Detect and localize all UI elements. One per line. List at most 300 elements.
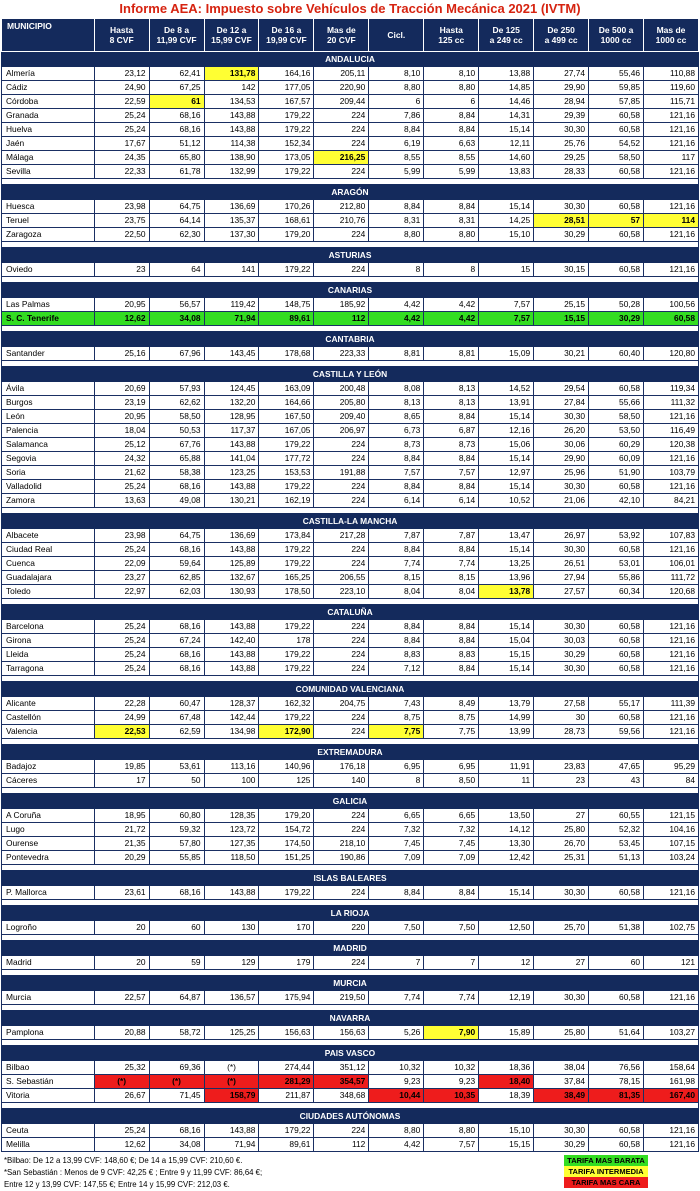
rate-cell: 30: [534, 711, 589, 725]
table-row: [2, 809, 699, 823]
rate-cell: 7,90: [424, 1026, 479, 1040]
rate-cell: 12,19: [479, 991, 534, 1005]
rate-cell: 121,16: [644, 109, 699, 123]
rate-cell: 12,62: [94, 312, 149, 326]
rate-cell: 29,54: [534, 382, 589, 396]
rate-cell: 60: [149, 921, 204, 935]
rate-cell: 60,58: [589, 1138, 644, 1152]
rate-cell: 224: [314, 634, 369, 648]
rate-cell: 158,64: [644, 1061, 699, 1075]
rate-cell: 7,75: [424, 725, 479, 739]
ivtm-table: [1, 18, 699, 1152]
rate-cell: 4,42: [424, 312, 479, 326]
municipality-cell: Ceuta: [2, 1124, 95, 1138]
rate-cell: 8,84: [424, 662, 479, 676]
rate-cell: 28,51: [534, 214, 589, 228]
rate-cell: 7,86: [369, 109, 424, 123]
rate-cell: 68,16: [149, 1124, 204, 1138]
rate-cell: 56,57: [149, 298, 204, 312]
table-row: [2, 886, 699, 900]
region-header-row: [2, 976, 699, 991]
region-name: NAVARRA: [2, 1011, 699, 1026]
rate-cell: 60,58: [589, 263, 644, 277]
rate-cell: 20,69: [94, 382, 149, 396]
rate-cell: 130: [204, 921, 259, 935]
rate-cell: 8,84: [424, 480, 479, 494]
rate-cell: 10,35: [424, 1089, 479, 1103]
rate-cell: 22,53: [94, 725, 149, 739]
rate-cell: 84,21: [644, 494, 699, 508]
rate-cell: 224: [314, 480, 369, 494]
table-row: [2, 1075, 699, 1089]
rate-cell: 29,39: [534, 109, 589, 123]
rate-cell: 116,49: [644, 424, 699, 438]
municipality-cell: Jaén: [2, 137, 95, 151]
rate-cell: 55,46: [589, 67, 644, 81]
municipality-cell: Zamora: [2, 494, 95, 508]
rate-cell: 64,14: [149, 214, 204, 228]
rate-cell: 67,76: [149, 438, 204, 452]
rate-cell: 179,22: [259, 886, 314, 900]
footnote-bilbao: *Bilbao: De 12 a 13,99 CVF: 148,60 €; De 14 a 15,99 CVF: 210,60 €.: [4, 1156, 243, 1165]
rate-cell: 11,91: [479, 760, 534, 774]
municipality-cell: Melilla: [2, 1138, 95, 1152]
rate-cell: 114,38: [204, 137, 259, 151]
table-row: [2, 466, 699, 480]
rate-cell: 26,70: [534, 837, 589, 851]
rate-cell: 107,15: [644, 837, 699, 851]
rate-cell: 8,49: [424, 697, 479, 711]
rate-cell: 51,90: [589, 466, 644, 480]
rate-cell: 125,25: [204, 1026, 259, 1040]
rate-cell: 8: [424, 263, 479, 277]
rate-cell: 125,89: [204, 557, 259, 571]
rate-cell: 28,33: [534, 165, 589, 179]
rate-cell: 8,80: [424, 1124, 479, 1138]
rate-cell: 179,20: [259, 809, 314, 823]
rate-cell: 30,30: [534, 620, 589, 634]
rate-cell: 136,69: [204, 529, 259, 543]
rate-cell: 351,12: [314, 1061, 369, 1075]
column-header: De 500 a 1000 cc: [589, 19, 644, 52]
rate-cell: 60,09: [589, 452, 644, 466]
color-legend: [564, 1155, 648, 1188]
rate-cell: 13,63: [94, 494, 149, 508]
table-row: [2, 662, 699, 676]
rate-cell: 138,90: [204, 151, 259, 165]
municipality-cell: Madrid: [2, 956, 95, 970]
table-row: [2, 529, 699, 543]
rate-cell: 58,50: [589, 410, 644, 424]
rate-cell: 12,42: [479, 851, 534, 865]
rate-cell: 26,51: [534, 557, 589, 571]
rate-cell: 59,32: [149, 823, 204, 837]
table-row: [2, 1124, 699, 1138]
rate-cell: 140,96: [259, 760, 314, 774]
rate-cell: 156,63: [259, 1026, 314, 1040]
rate-cell: 15,09: [479, 347, 534, 361]
rate-cell: 121,16: [644, 634, 699, 648]
rate-cell: 30,29: [534, 228, 589, 242]
rate-cell: 179,22: [259, 109, 314, 123]
rate-cell: 121,16: [644, 137, 699, 151]
rate-cell: 223,33: [314, 347, 369, 361]
rate-cell: 4,42: [369, 1138, 424, 1152]
rate-cell: 22,59: [94, 95, 149, 109]
rate-cell: 177,72: [259, 452, 314, 466]
region-header-row: [2, 52, 699, 67]
rate-cell: 121,16: [644, 725, 699, 739]
rate-cell: 60,47: [149, 697, 204, 711]
rate-cell: 119,34: [644, 382, 699, 396]
rate-cell: 8,84: [369, 620, 424, 634]
region-header-row: [2, 871, 699, 886]
table-row: [2, 109, 699, 123]
rate-cell: 7,74: [424, 991, 479, 1005]
rate-cell: 179: [259, 956, 314, 970]
rate-cell: 59,64: [149, 557, 204, 571]
rate-cell: 38,49: [534, 1089, 589, 1103]
municipality-cell: Santander: [2, 347, 95, 361]
rate-cell: 13,30: [479, 837, 534, 851]
rate-cell: 54,52: [589, 137, 644, 151]
rate-cell: 121,16: [644, 620, 699, 634]
table-row: [2, 228, 699, 242]
municipality-cell: S. Sebastián: [2, 1075, 95, 1089]
municipality-cell: Soria: [2, 466, 95, 480]
rate-cell: 15,15: [534, 312, 589, 326]
rate-cell: 100: [204, 774, 259, 788]
rate-cell: 8,84: [369, 886, 424, 900]
rate-cell: 22,57: [94, 991, 149, 1005]
region-header-row: [2, 941, 699, 956]
rate-cell: 6,14: [424, 494, 479, 508]
rate-cell: 162,19: [259, 494, 314, 508]
rate-cell: 15,14: [479, 886, 534, 900]
rate-cell: 30,30: [534, 123, 589, 137]
municipality-cell: Albacete: [2, 529, 95, 543]
column-header: MUNICIPIO: [2, 19, 95, 52]
rate-cell: 224: [314, 956, 369, 970]
rate-cell: 29,90: [534, 81, 589, 95]
region-header-row: [2, 1046, 699, 1061]
rate-cell: 142,44: [204, 711, 259, 725]
rate-cell: 12: [479, 956, 534, 970]
rate-cell: 158,79: [204, 1089, 259, 1103]
rate-cell: 148,75: [259, 298, 314, 312]
rate-cell: 179,22: [259, 557, 314, 571]
rate-cell: 51,38: [589, 921, 644, 935]
rate-cell: 121,16: [644, 648, 699, 662]
rate-cell: 8,15: [369, 571, 424, 585]
rate-cell: 20,95: [94, 410, 149, 424]
rate-cell: 7,32: [424, 823, 479, 837]
rate-cell: 60,58: [589, 634, 644, 648]
rate-cell: 30,30: [534, 662, 589, 676]
rate-cell: 224: [314, 648, 369, 662]
rate-cell: 15,14: [479, 200, 534, 214]
legend-expensive: TARIFA MAS CARA: [564, 1177, 648, 1188]
rate-cell: 152,34: [259, 137, 314, 151]
rate-cell: 8,84: [369, 200, 424, 214]
rate-cell: 18,36: [479, 1061, 534, 1075]
rate-cell: 30,30: [534, 1124, 589, 1138]
table-body: [2, 52, 699, 1152]
rate-cell: 68,16: [149, 109, 204, 123]
rate-cell: 29,25: [534, 151, 589, 165]
rate-cell: 57,80: [149, 837, 204, 851]
rate-cell: 224: [314, 438, 369, 452]
rate-cell: 49,08: [149, 494, 204, 508]
rate-cell: 21,35: [94, 837, 149, 851]
rate-cell: 224: [314, 886, 369, 900]
rate-cell: 8,13: [369, 396, 424, 410]
rate-cell: 8,80: [424, 228, 479, 242]
municipality-cell: A Coruña: [2, 809, 95, 823]
column-header: De 8 a 11,99 CVF: [149, 19, 204, 52]
rate-cell: 12,16: [479, 424, 534, 438]
rate-cell: 8,81: [424, 347, 479, 361]
rate-cell: 24,32: [94, 452, 149, 466]
rate-cell: 53,50: [589, 424, 644, 438]
rate-cell: 161,98: [644, 1075, 699, 1089]
rate-cell: 177,05: [259, 81, 314, 95]
rate-cell: 153,53: [259, 466, 314, 480]
rate-cell: 173,84: [259, 529, 314, 543]
rate-cell: 132,99: [204, 165, 259, 179]
rate-cell: 224: [314, 263, 369, 277]
municipality-cell: Cádiz: [2, 81, 95, 95]
region-name: CANARIAS: [2, 283, 699, 298]
rate-cell: 8,84: [424, 634, 479, 648]
rate-cell: 219,50: [314, 991, 369, 1005]
table-row: [2, 67, 699, 81]
rate-cell: 6,19: [369, 137, 424, 151]
region-header-row: [2, 332, 699, 347]
rate-cell: 27: [534, 956, 589, 970]
rate-cell: 53,61: [149, 760, 204, 774]
rate-cell: 68,16: [149, 886, 204, 900]
rate-cell: 8,84: [424, 543, 479, 557]
rate-cell: 78,15: [589, 1075, 644, 1089]
rate-cell: 15,14: [479, 410, 534, 424]
rate-cell: 23: [534, 774, 589, 788]
rate-cell: 67,96: [149, 347, 204, 361]
rate-cell: 136,69: [204, 200, 259, 214]
rate-cell: 143,88: [204, 648, 259, 662]
rate-cell: 7,45: [369, 837, 424, 851]
rate-cell: 7,50: [369, 921, 424, 935]
rate-cell: 107,83: [644, 529, 699, 543]
rate-cell: 170: [259, 921, 314, 935]
municipality-cell: Bilbao: [2, 1061, 95, 1075]
rate-cell: 124,45: [204, 382, 259, 396]
rate-cell: 224: [314, 725, 369, 739]
region-name: GALICIA: [2, 794, 699, 809]
rate-cell: 179,22: [259, 123, 314, 137]
rate-cell: 62,41: [149, 67, 204, 81]
municipality-cell: Vitoria: [2, 1089, 95, 1103]
table-row: [2, 151, 699, 165]
rate-cell: 4,42: [369, 312, 424, 326]
rate-cell: 7,57: [369, 466, 424, 480]
rate-cell: 7,32: [369, 823, 424, 837]
rate-cell: 117: [644, 151, 699, 165]
table-row: [2, 760, 699, 774]
municipality-cell: Huelva: [2, 123, 95, 137]
rate-cell: 6,87: [424, 424, 479, 438]
rate-cell: 71,94: [204, 1138, 259, 1152]
rate-cell: 14,25: [479, 214, 534, 228]
rate-cell: 8,84: [424, 123, 479, 137]
rate-cell: 132,20: [204, 396, 259, 410]
rate-cell: 15,14: [479, 543, 534, 557]
rate-cell: 179,22: [259, 543, 314, 557]
rate-cell: 8,50: [424, 774, 479, 788]
rate-cell: 15,10: [479, 228, 534, 242]
rate-cell: 176,18: [314, 760, 369, 774]
table-row: [2, 410, 699, 424]
rate-cell: 76,56: [589, 1061, 644, 1075]
rate-cell: 30,29: [534, 648, 589, 662]
rate-cell: 55,66: [589, 396, 644, 410]
rate-cell: 68,16: [149, 123, 204, 137]
rate-cell: 7,57: [424, 466, 479, 480]
rate-cell: 68,16: [149, 662, 204, 676]
table-header-row: [2, 19, 699, 52]
rate-cell: 205,11: [314, 67, 369, 81]
municipality-cell: Badajoz: [2, 760, 95, 774]
rate-cell: 81,35: [589, 1089, 644, 1103]
rate-cell: 20,88: [94, 1026, 149, 1040]
rate-cell: 224: [314, 543, 369, 557]
rate-cell: 10,32: [369, 1061, 424, 1075]
table-row: [2, 298, 699, 312]
rate-cell: 25,31: [534, 851, 589, 865]
rate-cell: 7,57: [479, 312, 534, 326]
rate-cell: 23,98: [94, 200, 149, 214]
region-name: ASTURIAS: [2, 248, 699, 263]
rate-cell: 131,78: [204, 67, 259, 81]
region-name: MADRID: [2, 941, 699, 956]
column-header: Hasta 125 cc: [424, 19, 479, 52]
rate-cell: 6,65: [424, 809, 479, 823]
table-row: [2, 1026, 699, 1040]
rate-cell: 64,75: [149, 529, 204, 543]
rate-cell: 60,58: [589, 991, 644, 1005]
region-name: ISLAS BALEARES: [2, 871, 699, 886]
rate-cell: 9,23: [424, 1075, 479, 1089]
region-name: ANDALUCIA: [2, 52, 699, 67]
rate-cell: 8,13: [424, 382, 479, 396]
table-row: [2, 396, 699, 410]
rate-cell: 20,29: [94, 851, 149, 865]
rate-cell: 60,58: [644, 312, 699, 326]
rate-cell: 60,58: [589, 711, 644, 725]
column-header: Hasta 8 CVF: [94, 19, 149, 52]
municipality-cell: Ciudad Real: [2, 543, 95, 557]
rate-cell: 210,76: [314, 214, 369, 228]
rate-cell: 20,95: [94, 298, 149, 312]
rate-cell: 25,24: [94, 123, 149, 137]
rate-cell: 7,74: [424, 557, 479, 571]
rate-cell: 60,29: [589, 438, 644, 452]
rate-cell: 58,50: [589, 151, 644, 165]
municipality-cell: Barcelona: [2, 620, 95, 634]
rate-cell: 6,63: [424, 137, 479, 151]
rate-cell: 7,09: [369, 851, 424, 865]
region-header-row: [2, 514, 699, 529]
rate-cell: 13,25: [479, 557, 534, 571]
rate-cell: 354,57: [314, 1075, 369, 1089]
rate-cell: 224: [314, 452, 369, 466]
rate-cell: 167,40: [644, 1089, 699, 1103]
rate-cell: 27: [534, 809, 589, 823]
rate-cell: 6,73: [369, 424, 424, 438]
rate-cell: 25,70: [534, 921, 589, 935]
municipality-cell: Tarragona: [2, 662, 95, 676]
rate-cell: 21,06: [534, 494, 589, 508]
rate-cell: 12,62: [94, 1138, 149, 1152]
rate-cell: 25,24: [94, 480, 149, 494]
rate-cell: 15,89: [479, 1026, 534, 1040]
rate-cell: 216,25: [314, 151, 369, 165]
rate-cell: 23,98: [94, 529, 149, 543]
rate-cell: 57: [589, 214, 644, 228]
rate-cell: 178,50: [259, 585, 314, 599]
rate-cell: 136,57: [204, 991, 259, 1005]
rate-cell: 34,08: [149, 1138, 204, 1152]
municipality-cell: Burgos: [2, 396, 95, 410]
rate-cell: 8,84: [369, 123, 424, 137]
rate-cell: 30,30: [534, 991, 589, 1005]
rate-cell: 8,75: [424, 711, 479, 725]
rate-cell: 13,88: [479, 67, 534, 81]
table-row: [2, 165, 699, 179]
rate-cell: (*): [94, 1075, 149, 1089]
rate-cell: 15,15: [479, 1138, 534, 1152]
rate-cell: 62,62: [149, 396, 204, 410]
rate-cell: 89,61: [259, 1138, 314, 1152]
rate-cell: 25,76: [534, 137, 589, 151]
rate-cell: 30,30: [534, 543, 589, 557]
municipality-cell: Huesca: [2, 200, 95, 214]
rate-cell: 60,58: [589, 620, 644, 634]
rate-cell: 30,30: [534, 480, 589, 494]
column-header: Mas de 1000 cc: [644, 19, 699, 52]
rate-cell: 13,50: [479, 809, 534, 823]
rate-cell: 8,80: [369, 1124, 424, 1138]
rate-cell: 20: [94, 921, 149, 935]
rate-cell: 59,56: [589, 725, 644, 739]
rate-cell: 8,13: [424, 396, 479, 410]
rate-cell: 123,25: [204, 466, 259, 480]
municipality-cell: Teruel: [2, 214, 95, 228]
municipality-cell: Segovia: [2, 452, 95, 466]
municipality-cell: Girona: [2, 634, 95, 648]
rate-cell: 27,57: [534, 585, 589, 599]
rate-cell: 167,57: [259, 95, 314, 109]
rate-cell: 24,90: [94, 81, 149, 95]
table-row: [2, 956, 699, 970]
rate-cell: 10,32: [424, 1061, 479, 1075]
region-header-row: [2, 1109, 699, 1124]
table-row: [2, 585, 699, 599]
rate-cell: 143,88: [204, 123, 259, 137]
table-row: [2, 774, 699, 788]
rate-cell: 121,15: [644, 809, 699, 823]
rate-cell: 18,40: [479, 1075, 534, 1089]
